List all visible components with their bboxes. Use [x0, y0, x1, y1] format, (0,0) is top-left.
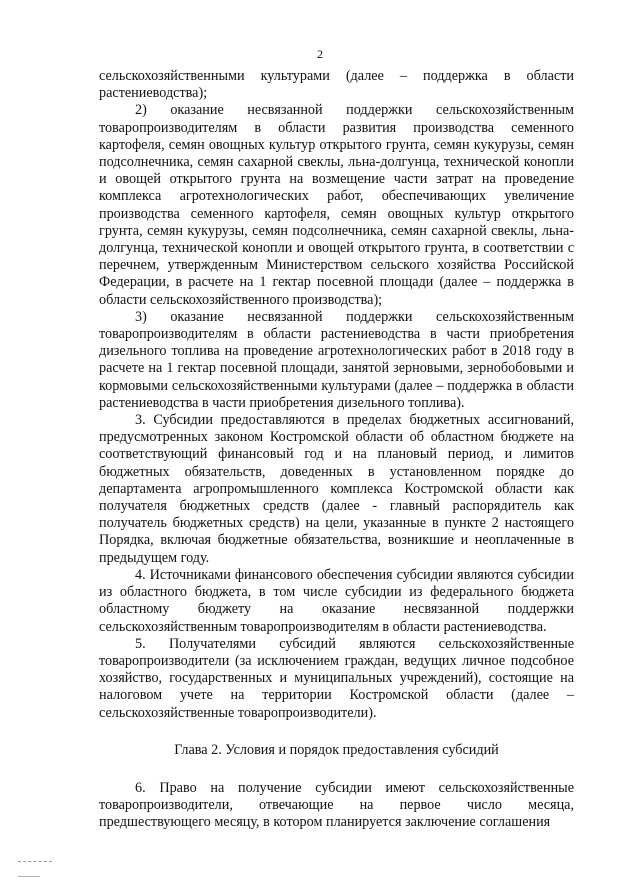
- paragraph-clause-3: 3. Субсидии предоставляются в пределах бюджетных ассигнований, предусмотренных законом Костромской области об областном бюджете на соответствующий финансовый год и на плановый период, и лимитов бюджетных обязательств, доведенных в установленном порядке до департамента агропромышленного комплекса Костромской области как получателя бюджетных средств (далее - главный распорядитель как получатель бюджетных средств) на цели, указанные в пункте 2 настоящего Порядка, включая бюджетные обязательства, возникшие и неоплаченные в предыдущем году.: [99, 412, 574, 566]
- paragraph-clause-4: 4. Источниками финансового обеспечения субсидии являются субсидии из областного бюджета, в том числе субсидии из федерального бюджета областному бюджету на оказание несвязанной поддержки сельскохозяйственным товаропроизводителям в области растениеводства.: [99, 566, 574, 635]
- paragraph-item-2: 2) оказание несвязанной поддержки сельскохозяйственным товаропроизводителям в области развития производства семенного картофеля, семян овощных культур открытого грунта, семян кукурузы, семян подсолнечника, семян сахарной свеклы, льна-долгунца, технической конопли и овощей открытого грунта на возмещение части затрат на проведение комплекса агротехнологических работ, обеспечивающих увеличение производства семенного картофеля, семян овощных культур открытого грунта, семян кукурузы, семян подсолнечника, семян сахарной свеклы, льна-долгунца, технической конопли и овощей открытого грунта, в соответствии с перечнем, утвержденным Министерством сельского хозяйства Российской Федерации, в расчете на 1 гектар посевной площади (далее – поддержка в области сельскохозяйственного производства);: [99, 102, 574, 308]
- paragraph-continuation: сельскохозяйственными культурами (далее – поддержка в области растениеводства);: [99, 68, 574, 102]
- document-body: [99, 68, 574, 832]
- chapter-heading: Глава 2. Условия и порядок предоставления субсидий: [174, 741, 499, 758]
- page-number: 2: [317, 47, 323, 61]
- paragraph-clause-5: 5. Получателями субсидий являются сельскохозяйственные товаропроизводители (за исключением граждан, ведущих личное подсобное хозяйство, государственных и муниципальных учреждений), состоящие на налоговом учете на территории Костромской области (далее – сельскохозяйственные товаропроизводители).: [99, 635, 574, 721]
- scan-edge-mark-lower: [18, 876, 40, 878]
- paragraph-item-3: 3) оказание несвязанной поддержки сельскохозяйственным товаропроизводителям в области растениеводства в части приобретения дизельного топлива на проведение агротехнологических работ в 2018 году в расчете на 1 гектар посевной площади, занятой зерновыми, зернобобовыми и кормовыми сельскохозяйственными культурами (далее – поддержка в области растениеводства в части приобретения дизельного топлива).: [99, 308, 574, 411]
- paragraph-clause-6: 6. Право на получение субсидии имеют сельскохозяйственные товаропроизводители, отвечающие на первое число месяца, предшествующего месяцу, в котором планируется заключение соглашения: [99, 779, 574, 831]
- scan-edge-mark: [18, 861, 52, 863]
